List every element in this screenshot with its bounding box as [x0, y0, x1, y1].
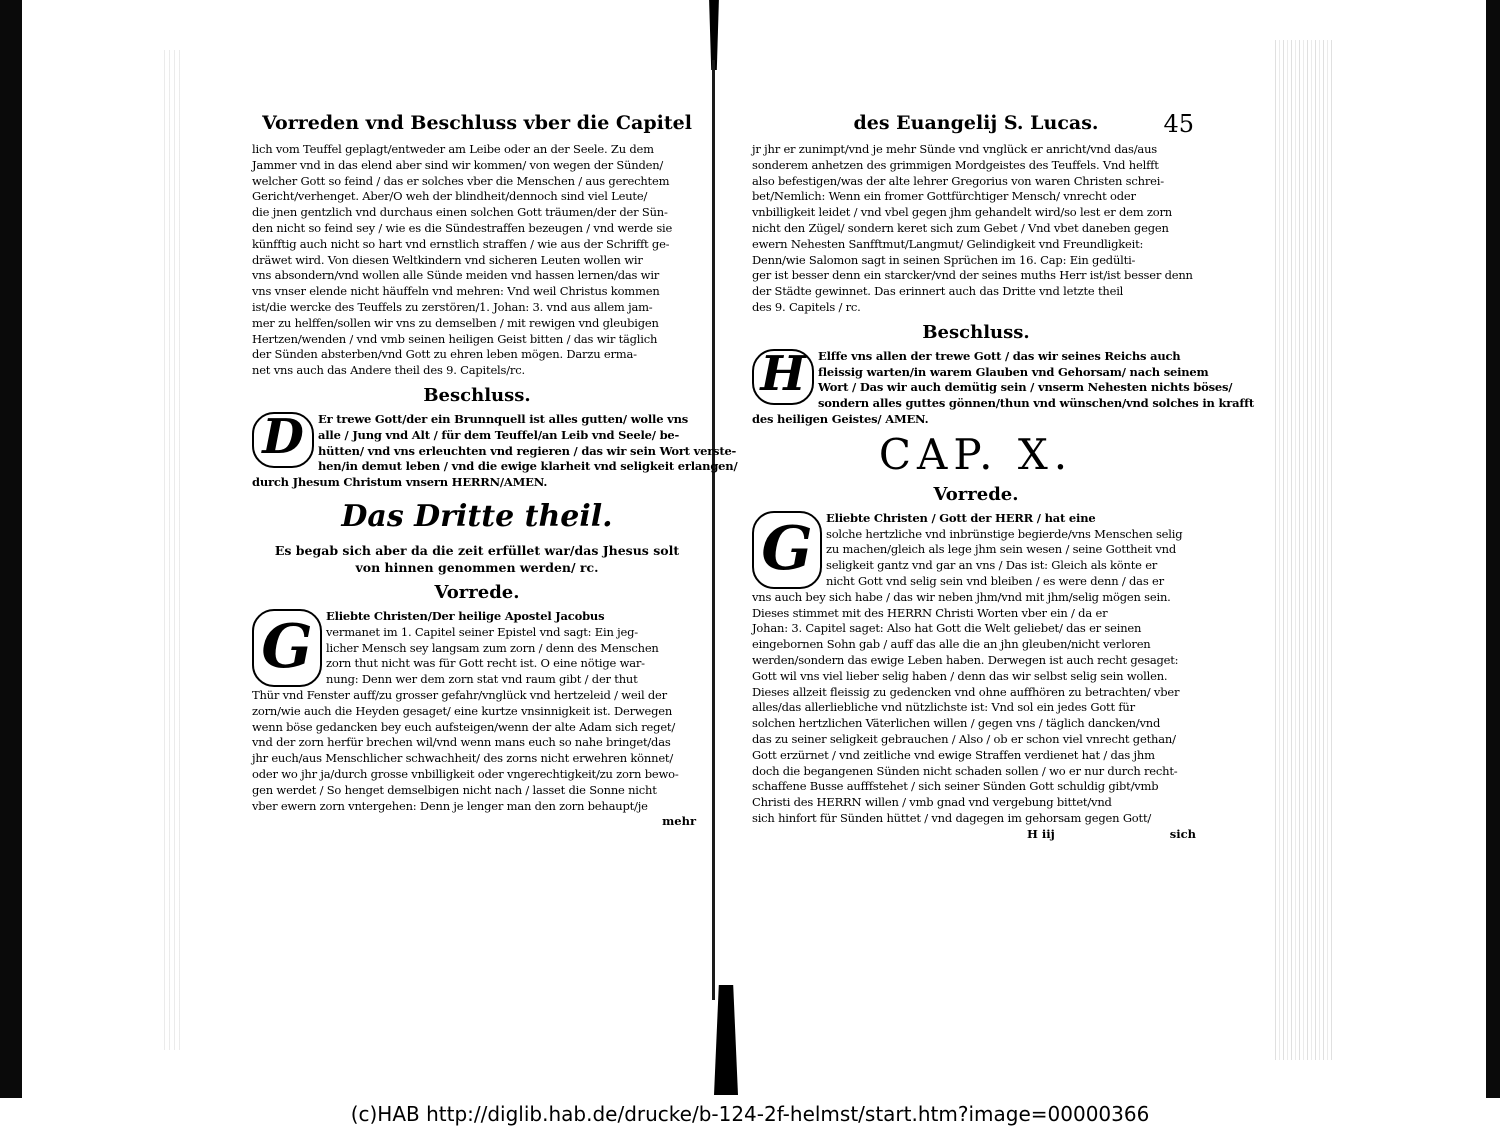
- text-line: vns vnser elende nicht häuffeln vnd mehren: Vnd weil Christus kommen: [252, 284, 660, 299]
- text-line: sondern alles guttes gönnen/thun vnd wünschen/vnd solches in krafft: [818, 396, 1255, 411]
- text-line: Gericht/verhenget. Aber/O weh der blindheit/dennoch sind viel Leute/: [252, 189, 648, 204]
- text-line: fleissig warten/in warem Glauben vnd Gehorsam/ nach seinem: [818, 364, 1209, 379]
- text-line: des 9. Capitels / rc.: [752, 299, 861, 314]
- right-page: [752, 110, 1255, 843]
- text-line: den nicht so feind sey / wie es die Sündestraffen bezeugen / vnd werde sie: [252, 220, 673, 235]
- text-line: ewern Nehesten Sanfftmut/Langmut/ Gelindigkeit vnd Freundligkeit:: [752, 236, 1144, 251]
- text-line: Eliebte Christen/Der heilige Apostel Jacobus: [326, 608, 605, 623]
- text-line: solchen hertzlichen Väterlichen willen / gegen vns / täglich dancken/vnd: [752, 716, 1161, 731]
- right-paragraph-2: [752, 345, 1255, 428]
- text-line: schaffene Busse aufffstehet / sich seiner Sünden Gott schuldig gibt/vmb: [752, 779, 1159, 794]
- text-line: Er trewe Gott/der ein Brunnquell ist alles gutten/ wolle vns: [318, 411, 689, 426]
- text-line: welcher Gott so feind / das er solches vber die Menschen / aus gerechtem: [252, 173, 670, 188]
- text-line: vber ewern zorn vntergehen: Denn je lenger man den zorn behaupt/je: [252, 798, 648, 813]
- right-catchword-row: [752, 827, 1200, 843]
- text-line: alle / Jung vnd Alt / für dem Teuffel/an Leib vnd Seele/ be-: [318, 427, 680, 442]
- text-line: hen/in demut leben / vnd die ewige klarheit vnd seligkeit erlangen/: [318, 459, 738, 474]
- text-line: Hertzen/wenden / vnd vmb seinen heiligen Geist bitten / das wir täglich: [252, 331, 658, 346]
- text-line: jr jhr er zunimpt/vnd je mehr Sünde vnd vnglück er anricht/vnd das/aus: [752, 142, 1157, 156]
- text-line: Gott wil vns viel lieber selig haben / denn das wir selbst selig sein wollen.: [752, 668, 1168, 683]
- text-line: vns auch bey sich habe / das wir neben jhm/vnd mit jhm/selig mögen sein.: [752, 589, 1171, 604]
- text-line: ger ist besser denn ein starcker/vnd der seines muths Herr ist/ist besser denn: [752, 268, 1193, 283]
- text-line: ist/die wercke des Teuffels zu zerstören/1. Johan: 3. vnd aus allem jam-: [252, 299, 653, 314]
- text-line: das zu seiner seligkeit gebrauchen / Also / ob er schon viel vnrecht gethan/: [752, 731, 1176, 746]
- scan-shadow-left: [160, 50, 182, 1050]
- catchword: sich: [1169, 826, 1196, 841]
- left-heading-vorrede: Vorrede.: [434, 581, 520, 603]
- copyright-footer: (c)HAB http://diglib.hab.de/drucke/b-124-2f-helmst/start.htm?image=00000366: [0, 1098, 1500, 1131]
- text-line: alles/das allerliebliche vnd nützlichste ist: Vnd sol ein jedes Gott für: [752, 700, 1135, 715]
- text-line: solche hertzliche vnd inbrünstige begierde/vns Menschen selig: [826, 526, 1183, 541]
- text-line: die jnen gentzlich vnd durchaus einen solchen Gott träumen/der der Sün-: [252, 205, 668, 220]
- text-line: licher Mensch sey langsam zum zorn / denn des Menschen: [326, 640, 659, 655]
- text-line: vnd der zorn herfür brechen wil/vnd wenn mans euch so nahe bringet/das: [252, 735, 671, 750]
- text-line: sonderem anhetzen des grimmigen Mordgeistes des Teuffels. Vnd helfft: [752, 157, 1159, 172]
- text-line: mer zu helffen/sollen wir vns zu demselben / mit rewigen vnd gleubigen: [252, 315, 659, 330]
- left-paragraph-3: [252, 609, 702, 814]
- text-line: vnbilligkeit leidet / vnd vbel gegen jhm gehandelt wird/so lest er dem zorn: [752, 205, 1172, 220]
- text-line: künfftig auch nicht so hart vnd ernstlich straffen / wie aus der Schrifft ge-: [252, 236, 670, 251]
- chapter-heading: CAP. X.: [878, 429, 1074, 479]
- left-catchword-row: [252, 814, 702, 830]
- subtitle-line: von hinnen genommen werden/ rc.: [355, 559, 599, 575]
- text-line: bet/Nemlich: Wenn ein fromer Gottfürchtiger Mensch/ vnrecht oder: [752, 189, 1136, 204]
- right-paragraph-3: [752, 511, 1200, 827]
- left-heading-beschluss: Beschluss.: [423, 384, 531, 406]
- text-line: vns absondern/vnd wollen alle Sünde meiden vnd hassen lernen/das wir: [252, 268, 660, 283]
- left-heading-dritte-theil: Das Dritte theil.: [341, 498, 613, 534]
- text-line: lich vom Teuffel geplagt/entweder am Leibe oder an der Seele. Zu dem: [252, 142, 654, 156]
- signature-mark: H iij: [1027, 826, 1055, 841]
- right-heading-beschluss: Beschluss.: [922, 321, 1030, 343]
- text-line: Thür vnd Fenster auff/zu grosser gefahr/vnglück vnd hertzeleid / weil der: [252, 687, 667, 702]
- text-line: dräwet wird. Von diesen Weltkindern vnd sicheren Leuten wollen wir: [252, 252, 643, 267]
- text-line: zorn thut nicht was für Gott recht ist. O eine nötige war-: [326, 656, 645, 671]
- left-paragraph-2: [252, 408, 738, 491]
- running-head-title: des Euangelij S. Lucas.: [853, 112, 1099, 134]
- text-line: wenn böse gedancken bey euch aufsteigen/wenn der alte Adam sich reget/: [252, 719, 676, 734]
- scan-edge-right: [1486, 0, 1500, 1098]
- text-line: also befestigen/was der alte lehrer Gregorius von waren Christen schrei-: [752, 173, 1164, 188]
- text-line: zorn/wie auch die Heyden gesaget/ eine kurtze vnsinnigkeit ist. Derwegen: [252, 703, 673, 718]
- text-line: doch die begangenen Sünden nicht schaden sollen / wo er nur durch recht-: [752, 763, 1178, 778]
- decorated-initial: D: [252, 412, 314, 468]
- text-line: Johan: 3. Capitel saget: Also hat Gott die Welt geliebet/ das er seinen: [752, 621, 1142, 636]
- page-number: 45: [1163, 110, 1194, 138]
- text-line: durch Jhesum Christum vnsern HERRN/AMEN.: [252, 475, 548, 490]
- subtitle-line: Es begab sich aber da die zeit erfüllet war/das Jhesus solt: [274, 542, 680, 558]
- right-running-head: [752, 112, 1200, 142]
- text-line: vermanet im 1. Capitel seiner Epistel vnd sagt: Ein jeg-: [326, 624, 638, 639]
- text-line: Wort / Das wir auch demütig sein / vnserm Nehesten nichts böses/: [818, 380, 1233, 395]
- text-line: Dieses stimmet mit des HERRN Christi Worten vber ein / da er: [752, 605, 1108, 620]
- decorated-initial: G: [252, 609, 322, 687]
- text-line: des heiligen Geistes/ AMEN.: [752, 411, 929, 426]
- text-line: jhr euch/aus Menschlicher schwachheit/ des zorns nicht erwehren könnet/: [252, 751, 674, 766]
- text-line: sich hinfort für Sünden hüttet / vnd dagegen im gehorsam gegen Gott/: [752, 810, 1152, 825]
- text-line: der Sünden absterben/vnd Gott zu ehren leben mögen. Darzu erma-: [252, 347, 637, 362]
- text-line: werden/sondern das ewige Leben haben. Derwegen ist auch recht gesaget:: [752, 652, 1179, 667]
- left-page: [252, 112, 738, 830]
- text-line: nung: Denn wer dem zorn stat vnd raum gibt / der thut: [326, 672, 638, 687]
- text-line: nicht den Zügel/ sondern keret sich zum Gebet / Vnd vbet daneben gegen: [752, 220, 1169, 235]
- text-line: Eliebte Christen / Gott der HERR / hat eine: [826, 510, 1096, 525]
- text-line: oder wo jhr ja/durch grosse vnbilligkeit oder vngerechtigkeit/zu zorn bewo-: [252, 766, 679, 781]
- text-line: zu machen/gleich als lege jhm sein wesen / seine Gottheit vnd: [826, 542, 1177, 557]
- text-line: seligkeit gantz vnd gar an vns / Das ist: Gleich als könte er: [826, 558, 1158, 573]
- text-line: hütten/ vnd vns erleuchten vnd regieren / das wir sein Wort verste-: [318, 443, 737, 458]
- text-line: der Städte gewinnet. Das erinnert auch das Dritte vnd letzte theil: [752, 284, 1124, 299]
- text-line: Elffe vns allen der trewe Gott / das wir seines Reichs auch: [818, 348, 1181, 363]
- text-line: Denn/wie Salomon sagt in seinen Sprüchen im 16. Cap: Ein gedülti-: [752, 252, 1136, 267]
- text-line: nicht Gott vnd selig sein vnd bleiben / es were denn / das er: [826, 573, 1164, 588]
- gutter-line: [712, 60, 715, 1000]
- decorated-initial: H: [752, 349, 814, 405]
- right-heading-vorrede: Vorrede.: [933, 483, 1019, 505]
- text-line: Dieses allzeit fleissig zu gedencken vnd ohne auffhören zu betrachten/ vber: [752, 684, 1180, 699]
- left-running-head: Vorreden vnd Beschluss vber die Capitel: [262, 112, 692, 134]
- text-line: gen werdet / So henget demselbigen nicht nach / lasset die Sonne nicht: [252, 782, 657, 797]
- text-line: eingebornen Sohn gab / auff das alle die an jhn gleuben/nicht verloren: [752, 637, 1151, 652]
- text-line: Jammer vnd in das elend aber sind wir kommen/ von wegen der Sünden/: [252, 157, 664, 172]
- scan-edge-left: [0, 0, 22, 1098]
- catchword: mehr: [662, 814, 696, 829]
- text-line: net vns auch das Andere theil des 9. Capitels/rc.: [252, 363, 525, 378]
- text-line: Gott erzürnet / vnd zeitliche vnd ewige Straffen verdienet hat / das jhm: [752, 747, 1155, 762]
- scan-shadow-right: [1272, 40, 1332, 1060]
- decorated-initial: G: [752, 511, 822, 589]
- right-paragraph-1: [752, 142, 1200, 316]
- left-paragraph-1: [252, 142, 702, 379]
- text-line: Christi des HERRN willen / vmb gnad vnd vergebung bittet/vnd: [752, 795, 1112, 810]
- gutter-bottom-shadow: [714, 985, 738, 1095]
